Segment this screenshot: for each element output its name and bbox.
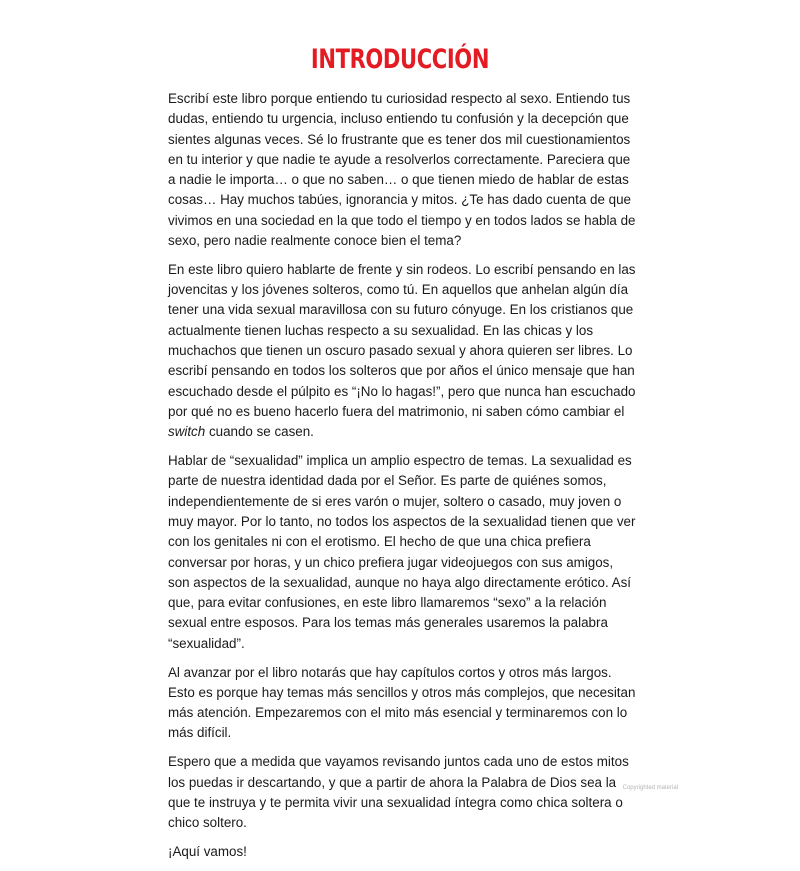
paragraph-3: Hablar de “sexualidad” implica un amplio espectro de temas. La sexualidad es parte de nuestra identidad dada por el Señor. Es parte de quiénes somos, independientemente de si eres varón o mujer, soltero o casado, muy joven o muy mayor. Por lo tanto, no todos los aspectos de la sexualidad tienen que ver con los genitales ni con el erotismo. El hecho de que una chica prefiera conversar por horas, y un chico prefiera jugar videojuegos con sus amigos, son aspectos de la sexualidad, aunque no haya algo directamente erótico. Así que, para evitar confusiones, en este libro llamaremos “sexo” a la relación sexual entre esposos. Para los temas más generales usaremos la palabra “sexualidad”. <box>168 453 636 651</box>
paragraph-4: Al avanzar por el libro notarás que hay capítulos cortos y otros más largos. Esto es porque hay temas más sencillos y otros más complejos, que necesitan más atención. Empezaremos con el mito más esencial y terminaremos con lo más difícil. <box>168 664 636 741</box>
paragraph-2 <box>168 260 638 443</box>
paragraph-2-end: cuando se casen. <box>205 424 314 440</box>
paragraph-5: Espero que a medida que vayamos revisando juntos cada uno de estos mitos los puedas ir descartando, y que a partir de ahora la Palabra de Dios sea la que te instruya y te permita vivir una sexualidad íntegra como chica soltera o chico soltero. <box>168 754 629 831</box>
body-text <box>168 89 638 871</box>
paragraph-2-text: En este libro quiero hablarte de frente y sin rodeos. Lo escribí pensando en las jovencitas y los jóvenes solteros, como tú. En aquellos que anhelan algún día tener una vida sexual maravillosa con su futuro cónyuge. En los cristianos que actualmente tienen luchas respecto a su sexualidad. En las chicas y los muchachos que tienen un oscuro pasado sexual y ahora quieren ser libres. Lo escribí pensando en todos los solteros que por años el único mensaje que han escuchado desde el púlpito es “¡No lo hagas!”, pero que nunca han escuchado por qué no es bueno hacerlo fuera del matrimonio, ni saben cómo cambiar el <box>168 261 636 419</box>
copyright-watermark: Copyrighted material <box>622 785 678 791</box>
paragraph-1: Escribí este libro porque entiendo tu curiosidad respecto al sexo. Entiendo tus dudas, entiendo tu urgencia, incluso entiendo tu confusión y la decepción que sientes algunas veces. Sé lo frustrante que es tener dos mil cuestionamientos en tu interior y que nadie te ayude a resolverlos correctamente. Pareciera que a nadie le importa… o que no saben… o que tienen miedo de hablar de estas cosas… Hay muchos tabúes, ignorancia y mitos. ¿Te has dado cuenta de que vivimos en una sociedad en la que todo el tiempo y en todos lados se habla de sexo, pero nadie realmente conoce bien el tema? <box>168 91 636 249</box>
chapter-title: INTRODUCCIÓN <box>310 44 490 75</box>
paragraph-2-italic: switch <box>168 424 206 440</box>
paragraph-6: ¡Aquí vamos! <box>168 843 247 859</box>
